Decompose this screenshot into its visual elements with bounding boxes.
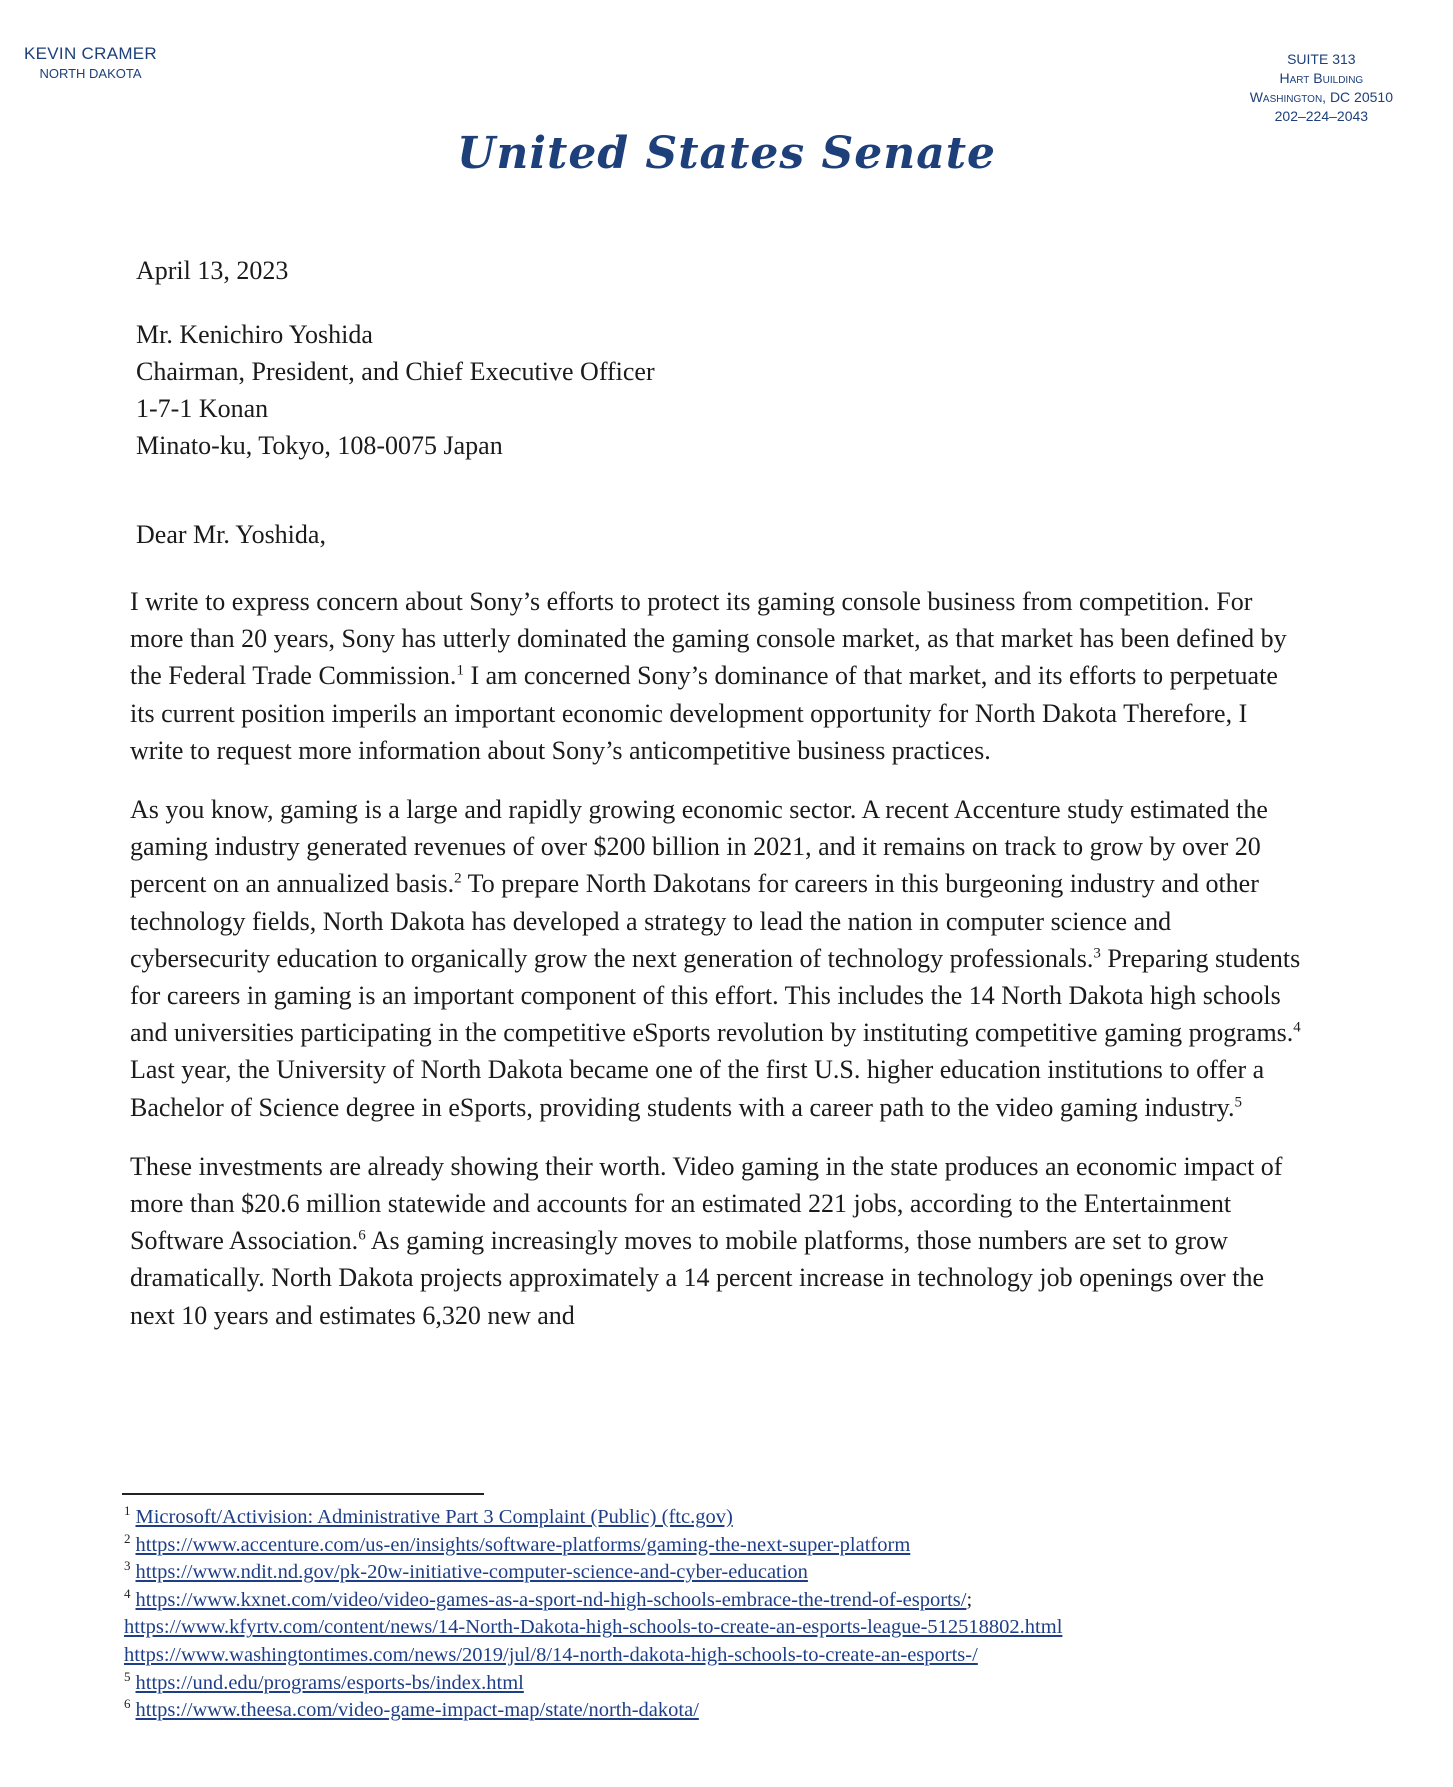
footnote-4-continued [124, 1642, 1374, 1670]
footnote-divider [122, 1493, 484, 1495]
footnote-link[interactable]: Microsoft/Activision: Administrative Part 3 Complaint (Public) (ftc.gov) [135, 1506, 733, 1528]
footnote-ref: 4 [1293, 1019, 1301, 1036]
footnote-ref: 6 [358, 1227, 366, 1244]
footnote-ref: 3 [1093, 945, 1101, 962]
footnote-link[interactable]: https://www.washingtontimes.com/news/2019/jul/8/14-north-dakota-high-schools-to-create-an-esports-/ [124, 1643, 978, 1666]
salutation: Dear Mr. Yoshida, [136, 520, 326, 549]
footnote-number: 5 [124, 1668, 131, 1684]
recipient-line: 1-7-1 Konan [136, 394, 269, 423]
paragraph-text: To prepare North Dakotans for careers in this burgeoning industry and other technology fields, North Dakota has developed a strategy to lead the nation in computer science and cybersecurity education to organically grow the next generation of technology professionals. [130, 869, 1259, 973]
footnote-number: 3 [124, 1558, 131, 1574]
paragraph-text: Preparing students for careers in gaming is an important component of this effort. This includes the 14 North Dakota high schools and universities participating in the competitive eSports revolution by instituting competitive gaming programs. [130, 943, 1301, 1048]
footnote-link[interactable]: https://und.edu/programs/esports-bs/index.html [135, 1671, 524, 1694]
paragraph-text: I am concerned Sony’s dominance of that market, and its efforts to perpetuate its current position imperils an important economic development opportunity for North Dakota Therefore, I write to request more information about Sony’s anticompetitive business practices. [130, 661, 1278, 765]
footnote-1 [124, 1504, 1374, 1532]
recipient-line: Chairman, President, and Chief Executive Officer [136, 357, 655, 386]
letter-date: April 13, 2023 [136, 256, 289, 285]
footnote-4 [124, 1587, 1374, 1615]
paragraph-text: I write to express concern about Sony’s efforts to protect its gaming console business from competition. For more than 20 years, Sony has utterly dominated the gaming console market, as that market has been defined by the Federal Trade Commission. [130, 587, 1287, 691]
footnote-link[interactable]: https://www.kxnet.com/video/video-games-as-a-sport-nd-high-schools-embrace-the-trend-of-esports/ [135, 1588, 967, 1611]
footnote-link[interactable]: https://www.ndit.nd.gov/pk-20w-initiative-computer-science-and-cyber-education [135, 1561, 808, 1584]
senate-title: United States Senate [456, 128, 997, 179]
footnote-ref: 5 [1234, 1093, 1242, 1110]
footnote-number: 4 [124, 1585, 131, 1601]
footnote-ref: 1 [456, 662, 464, 679]
paragraph-text: As gaming increasingly moves to mobile platforms, those numbers are set to grow dramatically. North Dakota projects approximately a 14 percent increase in technology job openings over the next 10 years and estimates 6,320 new and [130, 1226, 1264, 1330]
footnote-link[interactable]: https://www.kfyrtv.com/content/news/14-North-Dakota-high-schools-to-create-an-esports-league-512518802.html [124, 1616, 1063, 1639]
sender-state: NORTH DAKOTA [39, 66, 142, 81]
footnote-2 [124, 1532, 1374, 1560]
footnote-number: 6 [124, 1696, 131, 1712]
footnote-4-continued [124, 1614, 1374, 1642]
office-phone: 202–224–2043 [1274, 108, 1369, 124]
footnote-ref: 2 [454, 870, 462, 887]
footnote-3 [124, 1559, 1374, 1587]
sender-name: KEVIN CRAMER [24, 44, 158, 63]
office-suite: SUITE 313 [1287, 51, 1356, 67]
footnotes [124, 1504, 1374, 1725]
footnote-number: 2 [124, 1530, 131, 1546]
office-city: Washington, DC 20510 [1249, 89, 1393, 105]
recipient-line: Minato-ku, Tokyo, 108-0075 Japan [136, 431, 503, 460]
footnote-5 [124, 1670, 1374, 1698]
recipient-address [136, 316, 655, 464]
footnote-number: 1 [124, 1503, 131, 1519]
recipient-line: Mr. Kenichiro Yoshida [136, 320, 373, 349]
paragraph-text: Last year, the University of North Dakota became one of the first U.S. higher education institutions to offer a Bachelor of Science degree in eSports, providing students with a career path to the video gaming industry. [130, 1055, 1265, 1122]
paragraph-1 [130, 583, 1305, 769]
paragraph-3 [130, 1148, 1305, 1334]
footnote-link[interactable]: https://www.theesa.com/video-game-impact-map/state/north-dakota/ [135, 1699, 699, 1722]
office-address-block [1250, 50, 1393, 126]
paragraph-2 [130, 791, 1305, 1126]
footnote-link[interactable]: https://www.accenture.com/us-en/insights/software-platforms/gaming-the-next-super-platform [135, 1533, 911, 1556]
footnote-separator: ; [966, 1588, 973, 1611]
footnote-6 [124, 1697, 1374, 1725]
paragraph-text: As you know, gaming is a large and rapidly growing economic sector. A recent Accenture study estimated the gaming industry generated revenues of over $200 billion in 2021, and it remains on track to grow by over 20 percent on an annualized basis. [130, 795, 1268, 899]
paragraph-text: These investments are already showing their worth. Video gaming in the state produces an economic impact of more than $20.6 million statewide and accounts for an estimated 221 jobs, according to the Entertainment Software Association. [130, 1151, 1283, 1256]
sender-block [24, 44, 157, 81]
letter-body [130, 583, 1305, 1356]
office-building: Hart Building [1279, 70, 1364, 86]
